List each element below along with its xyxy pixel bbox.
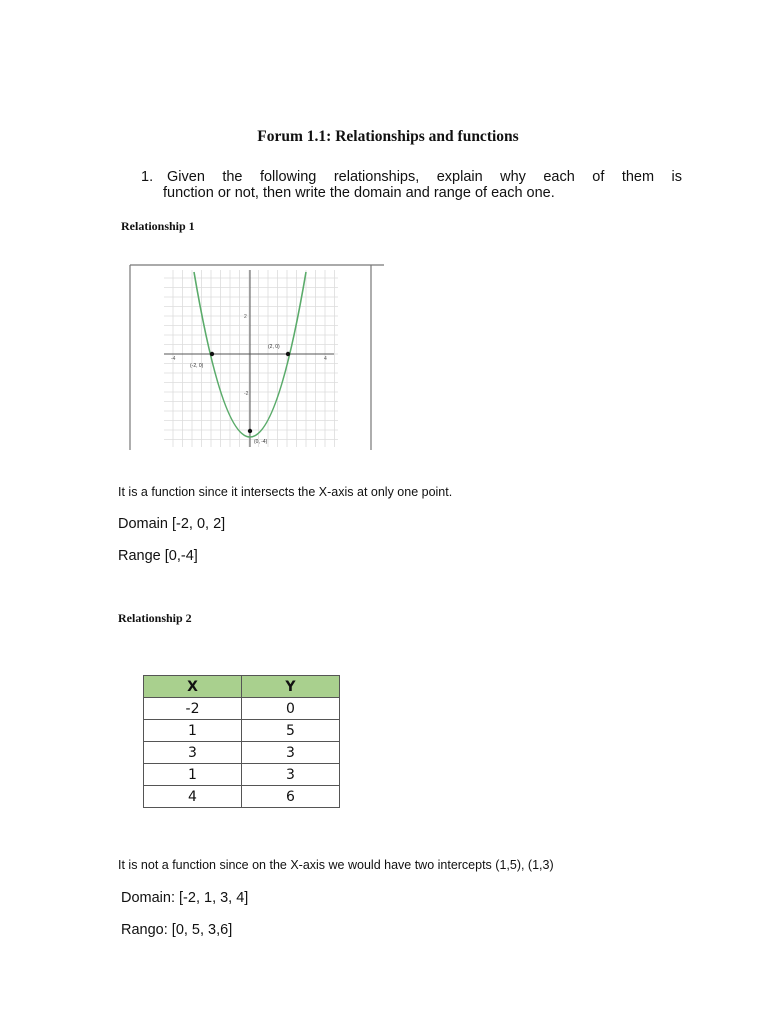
relationship1-explanation: It is a function since it intersects the X-axis at only one point. <box>118 485 453 499</box>
graph-grid <box>164 270 338 447</box>
document-title: Forum 1.1: Relationships and functions <box>257 128 519 145</box>
parabola-graph <box>128 262 386 452</box>
xy-table <box>143 675 340 808</box>
relationship1-heading: Relationship 1 <box>121 219 195 233</box>
question-number: 1. <box>141 169 154 185</box>
axis-tick-right: 4 <box>324 356 327 362</box>
table-cell-y: 3 <box>242 742 340 764</box>
axis-tick-down: -2 <box>244 391 249 397</box>
axis-tick-left: -4 <box>171 356 176 362</box>
relationship1-domain: Domain [-2, 0, 2] <box>118 516 226 532</box>
table-cell-y: 6 <box>242 786 340 808</box>
relationship2-domain: Domain: [-2, 1, 3, 4] <box>121 890 249 906</box>
table-cell-x: 1 <box>144 720 242 742</box>
table-row <box>144 786 340 808</box>
header-y: Y <box>242 676 340 698</box>
relationship2-range: Rango: [0, 5, 3,6] <box>121 922 233 938</box>
table-row <box>144 764 340 786</box>
axis-tick-up: 2 <box>244 314 247 320</box>
question-text-line1: Given the following relationships, explain why each of them is <box>167 169 682 185</box>
relationship2-explanation: It is not a function since on the X-axis we would have two intercepts (1,5), (1,3) <box>118 858 554 872</box>
point-label-left: (-2, 0) <box>190 363 204 369</box>
table-cell-y: 0 <box>242 698 340 720</box>
relationship1-range: Range [0,-4] <box>118 548 198 564</box>
table-row <box>144 742 340 764</box>
table-cell-x: -2 <box>144 698 242 720</box>
table-row <box>144 698 340 720</box>
table-header-row <box>144 676 340 698</box>
graph-frame <box>130 265 384 450</box>
relationship2-heading: Relationship 2 <box>118 611 192 625</box>
table-cell-x: 1 <box>144 764 242 786</box>
table-cell-x: 3 <box>144 742 242 764</box>
point-label-right: (2, 0) <box>268 344 280 350</box>
table-cell-y: 3 <box>242 764 340 786</box>
question-text-line2: function or not, then write the domain and range of each one. <box>163 185 555 201</box>
header-x: X <box>144 676 242 698</box>
point-label-vertex: (0, -4) <box>254 439 268 445</box>
table-row <box>144 720 340 742</box>
table-cell-x: 4 <box>144 786 242 808</box>
table-cell-y: 5 <box>242 720 340 742</box>
